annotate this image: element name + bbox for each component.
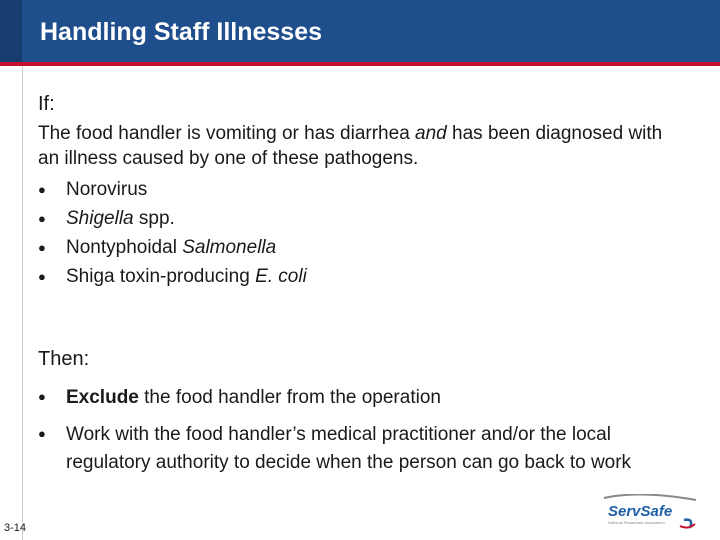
list-item bbox=[38, 177, 307, 206]
logo-tagline: National Restaurant Association bbox=[608, 520, 665, 525]
pathogen-text: Shiga toxin-producing E. coli bbox=[66, 266, 307, 287]
bullet-icon: ● bbox=[38, 240, 46, 255]
action-text: Work with the food handler’s medical practitioner and/or the local regulatory authority to decide when the person can go back to work bbox=[66, 424, 632, 473]
pathogen-text: Norovirus bbox=[66, 179, 148, 200]
action-text: Exclude the food handler from the operation bbox=[66, 387, 441, 408]
title-bar bbox=[0, 0, 720, 66]
if-body-post: has been diagnosed with an illness caused by one of these pathogens. bbox=[38, 123, 663, 169]
title-bar-edge bbox=[0, 0, 22, 62]
list-item bbox=[38, 235, 307, 264]
list-item bbox=[38, 384, 678, 412]
servsafe-logo bbox=[600, 494, 700, 532]
slide-title: Handling Staff Illnesses bbox=[40, 18, 323, 46]
page-number: 3-14 bbox=[4, 522, 27, 534]
bullet-icon: ● bbox=[38, 211, 46, 226]
list-item bbox=[38, 264, 307, 293]
if-body-pre: The food handler is vomiting or has diarrhea bbox=[38, 123, 416, 144]
if-label: If: bbox=[38, 93, 55, 115]
logo-swoosh-red bbox=[680, 524, 695, 528]
left-rule bbox=[22, 66, 23, 540]
bullet-icon: ● bbox=[38, 269, 46, 284]
logo-text: ServSafe bbox=[608, 503, 673, 520]
if-body-italic: and bbox=[415, 123, 447, 144]
bullet-icon: ● bbox=[38, 426, 46, 441]
if-body bbox=[38, 121, 678, 171]
pathogen-text: Shigella spp. bbox=[66, 208, 175, 229]
action-list bbox=[38, 384, 678, 477]
logo-swoosh-top bbox=[604, 494, 696, 500]
list-item bbox=[38, 421, 678, 477]
list-item bbox=[38, 206, 307, 235]
bullet-icon: ● bbox=[38, 389, 46, 404]
then-label: Then: bbox=[38, 348, 90, 370]
bullet-icon: ● bbox=[38, 182, 46, 197]
pathogen-list bbox=[38, 177, 307, 293]
pathogen-text: Nontyphoidal Salmonella bbox=[66, 237, 277, 258]
